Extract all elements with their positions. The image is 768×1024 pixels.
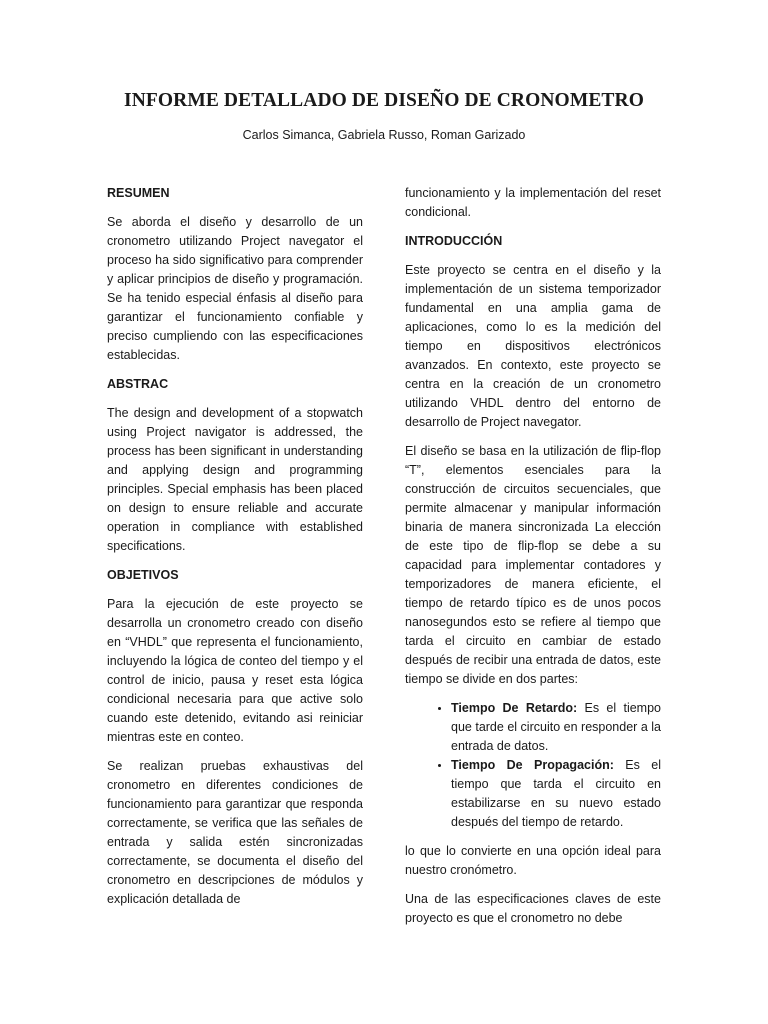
resumen-heading: RESUMEN <box>107 186 170 200</box>
bullet-item <box>451 699 661 756</box>
objetivos-heading: OBJETIVOS <box>107 568 179 582</box>
introduccion-heading: INTRODUCCIÓN <box>405 234 503 248</box>
paper-title: INFORME DETALLADO DE DISEÑO DE CRONOMETRO <box>124 90 644 111</box>
abstrac-text: The design and development of a stopwatch using Project navigator is addressed, the process has been significant in understanding and applying design and programming principles. Special emphasis has been placed on design to ensure reliable and accurate operation in compliance with established specifications. <box>107 406 363 553</box>
bullet-term: Tiempo De Propagación: <box>451 758 614 772</box>
intro-paragraph-2: El diseño se basa en la utilización de flip-flop “T”, elementos esenciales para la construcción de circuitos secuenciales, que permite almacenar y manipular información binaria de manera sincronizada La elección de este tipo de flip-flop se debe a su capacidad para implementar contadores y temporizadores de manera eficiente, el tiempo de retardo típico es de unos pocos nanosegundos esto se refiere al tiempo que tarda el circuito en cambiar de estado después de recibir una entrada de datos, este tiempo se divide en dos partes: <box>405 444 661 686</box>
bullet-item <box>451 756 661 832</box>
left-column <box>107 184 363 919</box>
bullet-list <box>405 699 661 832</box>
objetivos-paragraph-1: Para la ejecución de este proyecto se desarrolla un cronometro creado con diseño en “VHDL” que representa el funcionamiento, incluyendo la lógica de conteo del tiempo y el control de inicio, pausa y reset esta lógica condicional necesaria para que active solo cuando este detenido, evitando asi reiniciar mientras este en conteo. <box>107 597 363 744</box>
abstrac-heading: ABSTRAC <box>107 377 169 391</box>
paragraph-3: lo que lo convierte en una opción ideal para nuestro cronómetro. <box>405 844 661 877</box>
right-column <box>405 184 661 938</box>
paragraph-4: Una de las especificaciones claves de este proyecto es que el cronometro no debe <box>405 892 661 925</box>
resumen-text: Se aborda el diseño y desarrollo de un cronometro utilizando Project navegator el proceso ha sido significativo para comprender y aplicar principios de diseño y programación. Se ha tenido especial énfasis al diseño para garantizar el funcionamiento confiable y preciso cumpliendo con las especificaciones establecidas. <box>107 215 363 362</box>
intro-paragraph-1: Este proyecto se centra en el diseño y la implementación de un sistema temporizador fundamental en una amplia gama de aplicaciones, como lo es la medición del tiempo en dispositivos electrónicos avanzados. En contexto, este proyecto se centra en la creación de un cronometro utilizando VHDL dentro del entorno de desarrollo de Project navegator. <box>405 263 661 429</box>
objetivos-paragraph-2: Se realizan pruebas exhaustivas del cronometro en diferentes condiciones de funcionamiento para garantizar que responda correctamente, se verifica que las señales de entrada y salida estén sincronizadas correctamente, se documenta el diseño del cronometro en descripciones de módulos y explicación detallada de <box>107 759 363 906</box>
continuation-text: funcionamiento y la implementación del reset condicional. <box>405 186 661 219</box>
bullet-term: Tiempo De Retardo: <box>451 701 578 715</box>
bullet-text: Es el tiempo que tarde el circuito en responder a la entrada de datos. <box>451 701 661 753</box>
paper-authors: Carlos Simanca, Gabriela Russo, Roman Garizado <box>242 128 526 142</box>
bullet-text: Es el tiempo que tarda el circuito en estabilizarse en su nuevo estado después del tiempo de retardo. <box>451 758 661 829</box>
